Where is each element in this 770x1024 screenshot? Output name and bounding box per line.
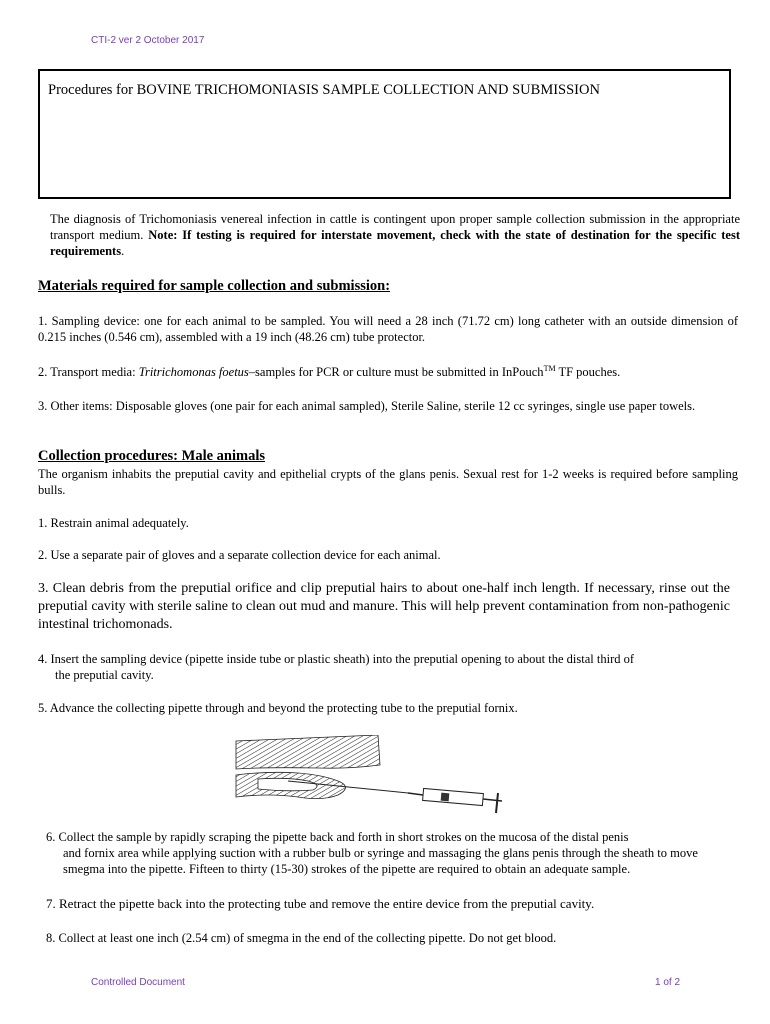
materials-item-2 <box>38 361 738 380</box>
intro-note: Note: If testing is required for interstate movement, check with the state of destination for the specific test requirements <box>50 228 740 258</box>
footer-controlled-document: Controlled Document <box>91 977 185 988</box>
page-title: Procedures for BOVINE TRICHOMONIASIS SAMPLE COLLECTION AND SUBMISSION <box>48 82 600 98</box>
male-collection-heading: Collection procedures: Male animals <box>38 448 266 464</box>
male-intro: The organism inhabits the preputial cavity and epithelial crypts of the glans penis. Sexual rest for 1-2 weeks is required before sampling bulls. <box>38 467 738 497</box>
intro-text: The diagnosis of Trichomoniasis venereal infection in cattle is contingent upon proper sample collection submission in the appropriate transport medium. <box>50 212 740 242</box>
sampling-device-illustration <box>228 735 508 820</box>
step-4-first: 4. Insert the sampling device (pipette inside tube or plastic sheath) into the preputial opening to about the distal third of <box>38 652 635 666</box>
step-4-cont: the preputial cavity. <box>55 668 154 682</box>
document-id-header: CTI-2 ver 2 October 2017 <box>91 35 205 46</box>
title-box <box>38 69 731 199</box>
intro-note-end: . <box>121 244 125 258</box>
materials-item-2-mid: –samples for PCR or culture must be submitted in InPouch <box>248 365 544 380</box>
materials-item-2-pre: 2. Transport media: <box>38 365 139 380</box>
step-1: 1. Restrain animal adequately. <box>38 516 189 530</box>
step-6 <box>46 829 740 877</box>
materials-item-1: 1. Sampling device: one for each animal to be sampled. You will need a 28 inch (71.72 cm) long catheter with an outside dimension of 0.215 inches (0.546 cm), assembled with a 19 inch (48.26 cm) tube protector. <box>38 314 738 344</box>
materials-item-2-organism: Tritrichomonas foetus <box>138 365 249 380</box>
materials-item-2-post: TF pouches. <box>555 365 621 380</box>
trademark-sup: TM <box>543 364 556 373</box>
step-5: 5. Advance the collecting pipette through and beyond the protecting tube to the preputial fornix. <box>38 701 518 715</box>
footer-page-number: 1 of 2 <box>655 977 681 988</box>
intro-paragraph <box>50 211 740 259</box>
step-8: 8. Collect at least one inch (2.54 cm) of smegma in the end of the collecting pipette. Do not get blood. <box>46 931 557 945</box>
step-4 <box>38 651 732 683</box>
step-6-cont: and fornix area while applying suction with a rubber bulb or syringe and massaging the glans penis through the sheath to move smegma into the pipette. Fifteen to thirty (15-30) strokes of the pipette are required to obtain an adequate sample. <box>63 846 698 876</box>
step-2: 2. Use a separate pair of gloves and a separate collection device for each animal. <box>38 548 441 562</box>
materials-heading: Materials required for sample collection and submission: <box>38 278 391 294</box>
step-7: 7. Retract the pipette back into the protecting tube and remove the entire device from the preputial cavity. <box>46 896 595 911</box>
step-6-first: 6. Collect the sample by rapidly scraping the pipette back and forth in short strokes on the mucosa of the distal penis <box>46 830 629 844</box>
step-3: 3. Clean debris from the preputial orifice and clip preputial hairs to about one-half inch length. If necessary, rinse out the preputial cavity with sterile saline to clean out mud and manure. This will help prevent contamination from non-pathogenic intestinal trichomonads. <box>38 581 730 632</box>
materials-item-3: 3. Other items: Disposable gloves (one pair for each animal sampled), Sterile Saline, sterile 12 cc syringes, single use paper towels. <box>38 399 696 413</box>
